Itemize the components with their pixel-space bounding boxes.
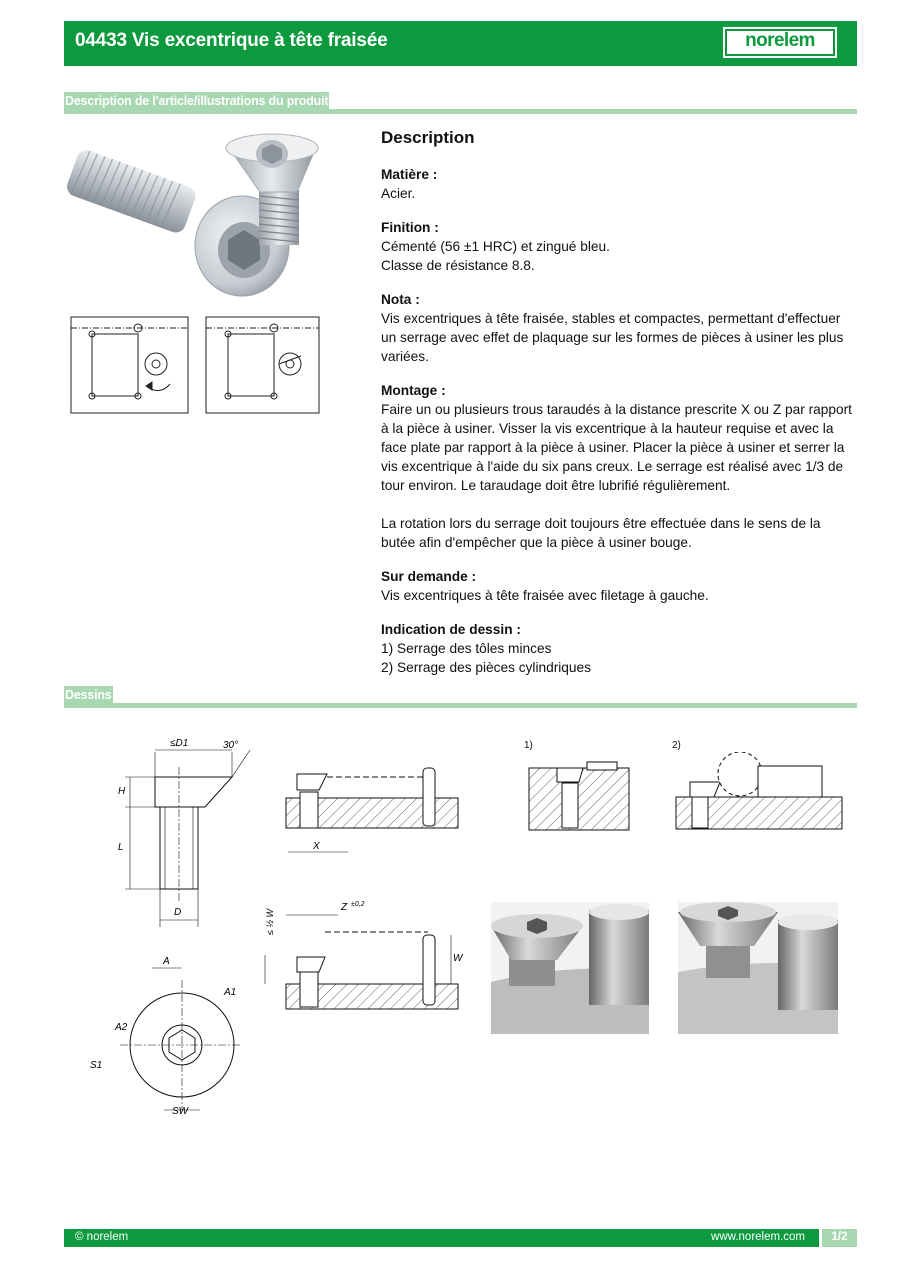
drawing-note-item-1: 1) Serrage des tôles minces bbox=[381, 641, 552, 656]
dim-z: Z bbox=[341, 902, 348, 913]
application-photo-2 bbox=[678, 902, 838, 1034]
dim-a2: A2 bbox=[115, 1022, 128, 1033]
dim-z-tol: ±0,2 bbox=[351, 901, 365, 908]
section-label-drawings: Dessins bbox=[65, 688, 112, 702]
description-title: Description bbox=[381, 128, 475, 147]
page-header bbox=[64, 21, 857, 66]
application-drawing-1 bbox=[527, 758, 633, 832]
finish-text-2: Classe de résistance 8.8. bbox=[381, 258, 535, 273]
figure-2-label: 2) bbox=[672, 740, 681, 751]
page-footer bbox=[64, 1229, 857, 1247]
norelem-logo bbox=[723, 27, 837, 58]
application-drawing-2 bbox=[674, 752, 846, 832]
dim-l: L bbox=[118, 842, 124, 853]
drawing-note-item-2: 2) Serrage des pièces cylindriques bbox=[381, 660, 591, 675]
note-text: Vis excentriques à tête fraisée, stables et compactes, permettant d'effectuer un serrage avec effet de plaquage sur les formes de pièces à usiner les plus variées. bbox=[381, 311, 844, 364]
page-title: 04433 Vis excentrique à tête fraisée bbox=[75, 30, 388, 51]
figure-1-label: 1) bbox=[524, 740, 533, 751]
dim-a: A bbox=[163, 956, 170, 967]
dim-h: H bbox=[118, 786, 126, 797]
material-text: Acier. bbox=[381, 186, 416, 201]
finish-text-1: Cémenté (56 ±1 HRC) et zingué bleu. bbox=[381, 239, 610, 254]
dim-d: D bbox=[174, 907, 182, 918]
drawing-note-heading: Indication de dessin : bbox=[381, 622, 521, 637]
application-photo-1 bbox=[491, 902, 649, 1034]
clamping-z-drawing bbox=[253, 897, 468, 1012]
dim-s1: S1 bbox=[90, 1060, 103, 1071]
mounting-heading: Montage : bbox=[381, 383, 446, 398]
page-number: 1/2 bbox=[819, 1229, 857, 1247]
dim-w-limit: ≤ ½ W bbox=[265, 909, 275, 935]
screw-side-drawing bbox=[110, 732, 260, 932]
product-photo bbox=[62, 130, 324, 310]
dim-d1: ≤D1 bbox=[170, 738, 189, 749]
logo-text: norelem bbox=[745, 30, 815, 51]
dim-w: W bbox=[453, 953, 463, 964]
dim-sw: SW bbox=[172, 1106, 189, 1117]
section-divider bbox=[64, 109, 857, 114]
mounting-text: Faire un ou plusieurs trous taraudés à la distance prescrite X ou Z par rapport à la pièce à usiner. Visser la vis excentrique à la hauteur requise et avec la face plate par rapport à la pièce à usiner. Placer la pièce à usiner et serrer la vis excentrique à l'aide du six pans creux. Le serrage est réalisé avec 1/3 de tour environ. Le taraudage doit être lubrifié régulièrement. bbox=[381, 402, 852, 493]
footer-url-link[interactable]: www.norelem.com bbox=[711, 1231, 805, 1243]
request-text: Vis excentriques à tête fraisée avec filetage à gauche. bbox=[381, 588, 709, 603]
material-heading: Matière : bbox=[381, 167, 438, 182]
dim-a1: A1 bbox=[224, 987, 237, 998]
description-panel bbox=[381, 128, 853, 677]
section-divider bbox=[64, 703, 857, 708]
finish-heading: Finition : bbox=[381, 220, 439, 235]
note-heading: Nota : bbox=[381, 292, 420, 307]
clamping-schematic bbox=[70, 316, 320, 416]
rotation-text: La rotation lors du serrage doit toujours être effectuée dans le sens de la butée afin d'empêcher que la pièce à usiner bouge. bbox=[381, 516, 821, 550]
section-label-description: Description de l'article/illustrations du produit bbox=[65, 94, 329, 108]
dim-angle: 30° bbox=[223, 740, 239, 751]
clamping-x-drawing bbox=[283, 762, 463, 862]
request-heading: Sur demande : bbox=[381, 569, 477, 584]
screw-top-drawing bbox=[80, 950, 250, 1120]
footer-copyright: © norelem bbox=[75, 1231, 129, 1243]
dim-x: X bbox=[313, 841, 320, 852]
